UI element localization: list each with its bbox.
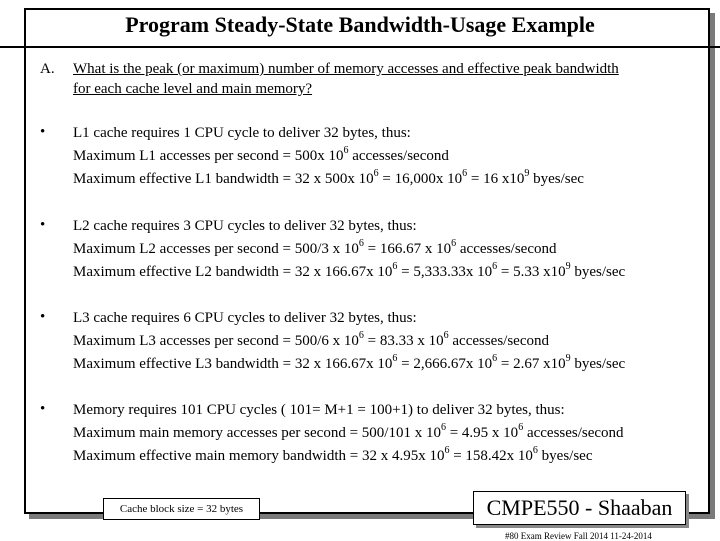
l1-accesses: Maximum L1 accesses per second = 500x $10^6$ accesses/second: [73, 145, 449, 164]
bullet-l1: •: [40, 124, 46, 140]
title-divider: [0, 46, 720, 48]
memory-line-1: Memory requires 101 CPU cycles ( 101= M+1 = 100+1) to deliver 32 bytes, thus:: [73, 402, 565, 418]
l2-accesses: Maximum L2 accesses per second = 500/3 x $10^6 = 166.67$ x $10^6$ accesses/second: [73, 238, 557, 257]
memory-accesses: Maximum main memory accesses per second = 500/101 x $10^6 = 4.95$ x $10^6$ accesses/second: [73, 422, 624, 441]
slide-footer: #80 Exam Review Fall 2014 11-24-2014: [505, 531, 652, 541]
memory-bandwidth: Maximum effective main memory bandwidth = 32 x 4.95x $10^6 = 158.42x$ $10^6$ byes/sec: [73, 445, 593, 464]
question-line-2: for each cache level and main memory?: [73, 81, 313, 97]
bullet-l2: •: [40, 217, 46, 233]
question-label: A.: [40, 61, 55, 77]
l1-line-1: L1 cache requires 1 CPU cycle to deliver 32 bytes, thus:: [73, 125, 411, 141]
question-line-1: What is the peak (or maximum) number of memory accesses and effective peak bandwidth: [73, 61, 619, 77]
page-title: Program Steady-State Bandwidth-Usage Example: [125, 12, 595, 37]
l1-bandwidth: Maximum effective L1 bandwidth = 32 x 500x $10^6 = 16,000x$ $10^6 = 16$ $x10^9$ byes/sec: [73, 168, 584, 187]
l2-line-1: L2 cache requires 3 CPU cycles to deliver 32 bytes, thus:: [73, 218, 417, 234]
l3-bandwidth: Maximum effective L3 bandwidth = 32 x 166.67x $10^6 = 2,666.67x$ $10^6 = 2.67$ $x10^9$ byes/sec: [73, 353, 626, 372]
bullet-l3: •: [40, 309, 46, 325]
course-brand: CMPE550 - Shaaban: [473, 491, 686, 525]
cache-block-size-note: Cache block size = 32 bytes: [103, 498, 260, 520]
bullet-memory: •: [40, 401, 46, 417]
l3-line-1: L3 cache requires 6 CPU cycles to deliver 32 bytes, thus:: [73, 310, 417, 326]
l2-bandwidth: Maximum effective L2 bandwidth = 32 x 166.67x $10^6 = 5,333.33x$ $10^6 = 5.33$ $x10^9$ byes/sec: [73, 261, 626, 280]
l3-accesses: Maximum L3 accesses per second = 500/6 x $10^6 = 83.33$ x $10^6$ accesses/second: [73, 330, 549, 349]
